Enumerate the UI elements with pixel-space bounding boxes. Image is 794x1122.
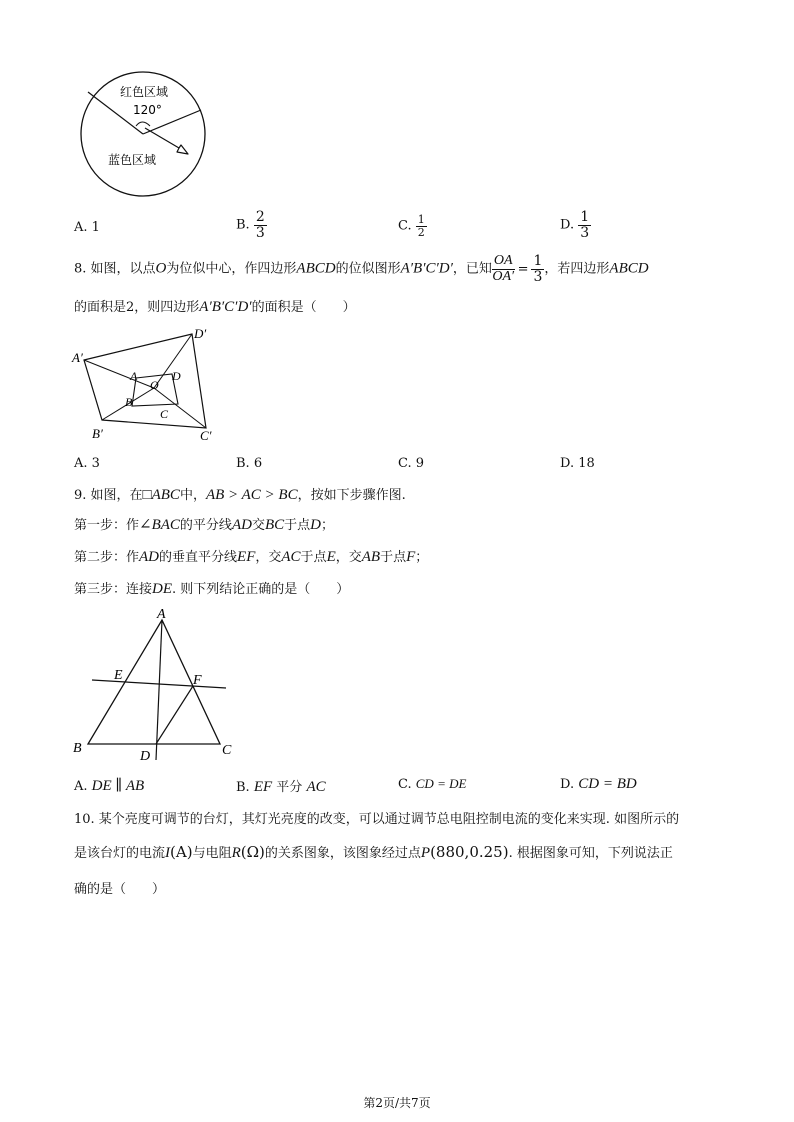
label-d: D	[140, 749, 151, 764]
q7-option-c[interactable]: C. $\frac{1}{2}$	[398, 213, 425, 239]
q7-option-a[interactable]: A. 1	[74, 220, 100, 235]
q9-triangle-figure	[70, 604, 240, 770]
label-a: A	[157, 607, 166, 622]
q9-step1: 第一步：作∠BAC的平分线AD交BC于点D；	[74, 517, 334, 533]
angle-arc	[136, 122, 150, 126]
label-f: F	[193, 673, 202, 688]
label-c: C	[222, 743, 232, 758]
ray-oa	[84, 360, 154, 388]
ratio-fraction: $\frac{OA}{OA'}$	[492, 253, 515, 284]
q8-option-b[interactable]: B. 6	[236, 456, 263, 471]
q10-stem-line3: 确的是（ ）	[74, 882, 166, 897]
q9-option-b[interactable]: B. EF 平分 AC	[236, 779, 326, 795]
label-b: B	[125, 395, 133, 409]
q8-option-a[interactable]: A. 3	[74, 456, 100, 471]
q8-homothety-figure	[70, 322, 230, 446]
fraction: $\frac{2}{3}$	[255, 209, 265, 241]
q8-option-c[interactable]: C. 9	[398, 456, 425, 471]
q9-option-c[interactable]: C. CD = DE	[398, 776, 467, 792]
label-a-prime: A′	[72, 350, 83, 365]
label-c-prime: C′	[200, 428, 212, 443]
label-o: O	[150, 378, 159, 392]
q9-step2: 第二步：作AD的垂直平分线EF，交AC于点E，交AB于点F；	[74, 549, 429, 565]
spinner-arrow-icon	[145, 128, 188, 154]
angle-label: 120°	[133, 103, 162, 117]
label-b-prime: B′	[92, 426, 103, 441]
q8-stem-line2: 的面积是2，则四边形A′B′C′D′的面积是（ ）	[74, 299, 356, 315]
q8-option-d[interactable]: D. 18	[560, 456, 595, 471]
q9-option-a[interactable]: A. DE ∥ AB	[74, 778, 145, 794]
label-e: E	[114, 668, 123, 683]
q9-stem: 9. 如图，在□ABC中，AB > AC > BC，按如下步骤作图.	[74, 487, 406, 503]
label-d-prime: D′	[194, 326, 207, 341]
label-a: A	[130, 369, 138, 383]
q7-option-b[interactable]: B. $\frac{2}{3}$	[236, 209, 265, 241]
page-number: 第2页/共7页	[363, 1096, 431, 1110]
q9-option-d[interactable]: D. CD = BD	[560, 776, 637, 792]
q10-stem-line2: 是该台灯的电流I(A)与电阻R(Ω)的关系图象，该图象经过点P(880,0.25). 根据图象可知，下列说法正	[74, 843, 673, 861]
label-d: D	[172, 369, 181, 383]
segment-df	[156, 686, 193, 744]
q9-step3: 第三步：连接DE. 则下列结论正确的是（ ）	[74, 581, 350, 597]
q7-option-d[interactable]: D. $\frac{1}{3}$	[560, 209, 590, 241]
blue-region-label: 蓝色区域	[108, 153, 157, 167]
value-fraction: $\frac{1}{3}$	[533, 253, 543, 285]
label-c: C	[160, 407, 169, 421]
fraction: $\frac{1}{3}$	[580, 209, 590, 241]
spinner-figure	[76, 66, 216, 206]
fraction: $\frac{1}{2}$	[417, 213, 425, 239]
q10-stem-line1: 10. 某个亮度可调节的台灯，其灯光亮度的改变，可以通过调节总电阻控制电流的变化来实现. 如图所示的	[74, 812, 680, 827]
red-region-label: 红色区域	[120, 85, 169, 99]
q8-stem-line1: 8. 如图，以点O为位似中心，作四边形ABCD的位似图形A′B′C′D′，已知 $\frac{OA}{OA'}$ = $\frac{1}{3}$ ，若四边形ABCD	[74, 253, 649, 285]
label-b: B	[73, 741, 82, 756]
